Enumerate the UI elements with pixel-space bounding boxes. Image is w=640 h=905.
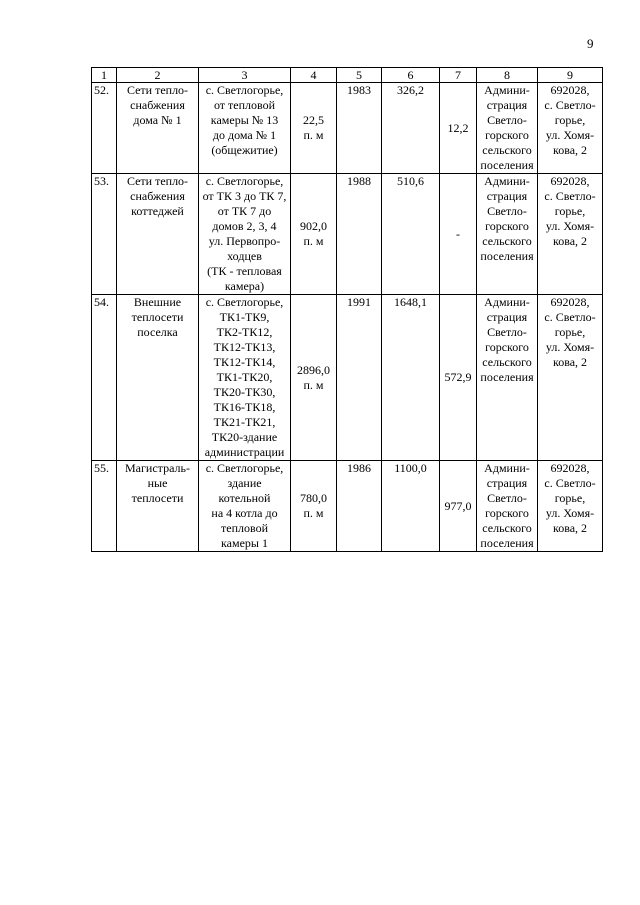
cell-line: ТК12-ТК13, xyxy=(213,340,276,354)
cell-line: горье, xyxy=(554,204,586,218)
cell-line: снабжения xyxy=(130,189,185,203)
cell-line: ул. Хомя- xyxy=(545,340,595,354)
cell-line: Светло- xyxy=(487,113,527,127)
header-cell: 7 xyxy=(440,68,477,83)
cell-line: страция xyxy=(486,310,528,324)
cell-line: страция xyxy=(486,476,528,490)
address-cell xyxy=(538,174,603,295)
cell-line: (ТК - тепловая xyxy=(207,264,282,278)
cell-line: п. м xyxy=(303,377,324,392)
cell-line: 780,0 xyxy=(300,491,327,505)
length-cell xyxy=(291,295,337,461)
location-cell xyxy=(199,83,291,174)
address-cell xyxy=(538,295,603,461)
cell-line: (общежитие) xyxy=(211,143,278,157)
cell-line: поселения xyxy=(480,249,534,263)
cell-line: с. Светло- xyxy=(544,189,596,203)
cell-line: кова, 2 xyxy=(552,143,588,157)
cell-line: кова, 2 xyxy=(552,355,588,369)
table-row xyxy=(92,461,603,552)
cell-line: с. Светло- xyxy=(544,310,596,324)
cell-line: камеры 1 xyxy=(221,536,268,550)
holder-cell xyxy=(477,83,538,174)
address-cell xyxy=(538,83,603,174)
cell-line: сельского xyxy=(482,521,532,535)
year-cell: 1986 xyxy=(337,461,382,552)
cell-line: ул. Первопро- xyxy=(208,234,281,248)
cell-line: с. Светлогорье, xyxy=(205,83,284,97)
cell-line: ТК2-ТК12, xyxy=(216,325,273,339)
cell-line: домов 2, 3, 4 xyxy=(212,219,277,233)
table-row xyxy=(92,295,603,461)
cell-line: поселения xyxy=(480,536,534,550)
cell-line: кова, 2 xyxy=(552,234,588,248)
length-cell xyxy=(291,461,337,552)
row-number-cell: 55. xyxy=(92,461,117,552)
object-name-cell xyxy=(117,461,199,552)
length-cell xyxy=(291,83,337,174)
book-value-cell: 510,6 xyxy=(382,174,440,295)
cell-line: теплосети xyxy=(131,491,184,505)
cell-line: ходцев xyxy=(227,249,262,263)
cell-line: Светло- xyxy=(487,204,527,218)
book-value-cell: 326,2 xyxy=(382,83,440,174)
cell-line: сельского xyxy=(482,143,532,157)
cell-line: сельского xyxy=(482,234,532,248)
cell-line: до дома № 1 xyxy=(212,128,277,142)
cell-line: ТК21-ТК21, xyxy=(213,415,276,429)
cell-line: ТК20-ТК30, xyxy=(213,385,276,399)
year-cell: 1988 xyxy=(337,174,382,295)
cell-line: 692028, xyxy=(550,461,590,475)
cell-line: Сети тепло- xyxy=(126,83,189,97)
cell-line: Админи- xyxy=(484,83,530,97)
cell-line: поселения xyxy=(480,370,534,384)
cell-line: камера) xyxy=(224,279,265,293)
cell-line: дома № 1 xyxy=(133,113,182,127)
header-cell: 3 xyxy=(199,68,291,83)
cell-line: на 4 котла до xyxy=(211,506,278,520)
cell-line: горье, xyxy=(554,113,586,127)
cell-line: п. м xyxy=(303,128,324,142)
header-cell: 1 xyxy=(92,68,117,83)
row-number-cell: 52. xyxy=(92,83,117,174)
cell-line: п. м xyxy=(303,506,324,520)
cell-line: Магистраль- xyxy=(125,461,190,475)
cell-line: от ТК 7 до xyxy=(217,204,272,218)
header-cell: 4 xyxy=(291,68,337,83)
cell-line: Админи- xyxy=(484,295,530,309)
cell-line: ТК20-здание xyxy=(211,430,278,444)
residual-value-cell: 12,2 xyxy=(440,83,477,174)
cell-line: котельной xyxy=(218,491,271,505)
location-cell xyxy=(199,174,291,295)
cell-line: 902,0 xyxy=(300,219,327,233)
book-value-cell: 1648,1 xyxy=(382,295,440,461)
cell-line: ТК1-ТК20, xyxy=(216,370,273,384)
object-name-cell xyxy=(117,174,199,295)
cell-line: ТК16-ТК18, xyxy=(213,400,276,414)
residual-value-cell: 977,0 xyxy=(440,461,477,552)
cell-line: 2896,0 xyxy=(297,362,330,377)
cell-line: поселка xyxy=(137,325,178,339)
cell-line: страция xyxy=(486,98,528,112)
header-cell: 2 xyxy=(117,68,199,83)
heat-network-registry-table xyxy=(91,67,603,552)
header-cell: 6 xyxy=(382,68,440,83)
cell-line: п. м xyxy=(303,234,324,248)
cell-line: горье, xyxy=(554,491,586,505)
cell-line: теплосети xyxy=(131,310,184,324)
cell-line: камеры № 13 xyxy=(210,113,279,127)
cell-line: Светло- xyxy=(487,491,527,505)
cell-line: ул. Хомя- xyxy=(545,219,595,233)
cell-line: кова, 2 xyxy=(552,521,588,535)
cell-line: ТК12-ТК14, xyxy=(213,355,276,369)
cell-line: от тепловой xyxy=(213,98,276,112)
cell-line: сельского xyxy=(482,355,532,369)
address-cell xyxy=(538,461,603,552)
cell-line: 692028, xyxy=(550,83,590,97)
year-cell: 1991 xyxy=(337,295,382,461)
cell-line: поселения xyxy=(480,158,534,172)
cell-line: с. Светлогорье, xyxy=(205,174,284,188)
header-cell: 8 xyxy=(477,68,538,83)
header-cell: 9 xyxy=(538,68,603,83)
cell-line: от ТК 3 до ТК 7, xyxy=(202,189,287,203)
page-number: 9 xyxy=(587,36,594,51)
cell-line: с. Светло- xyxy=(544,476,596,490)
location-cell xyxy=(199,295,291,461)
cell-line: горского xyxy=(485,340,529,354)
cell-line: Сети тепло- xyxy=(126,174,189,188)
cell-line: тепловой xyxy=(221,521,268,535)
holder-cell xyxy=(477,461,538,552)
cell-line: Светло- xyxy=(487,325,527,339)
cell-line: страция xyxy=(486,189,528,203)
table-row xyxy=(92,174,603,295)
row-number-cell: 53. xyxy=(92,174,117,295)
year-cell: 1983 xyxy=(337,83,382,174)
cell-line: с. Светло- xyxy=(544,98,596,112)
book-value-cell: 1100,0 xyxy=(382,461,440,552)
cell-line: горского xyxy=(485,219,529,233)
cell-line: администрации xyxy=(204,445,285,459)
column-number-row xyxy=(92,68,603,83)
cell-line: ул. Хомя- xyxy=(545,506,595,520)
cell-line: 692028, xyxy=(550,295,590,309)
cell-line: Внешние xyxy=(133,295,182,309)
cell-line: Админи- xyxy=(484,461,530,475)
table-row xyxy=(92,83,603,174)
cell-line: Админи- xyxy=(484,174,530,188)
object-name-cell xyxy=(117,295,199,461)
residual-value-cell: 572,9 xyxy=(440,295,477,461)
header-cell: 5 xyxy=(337,68,382,83)
length-cell xyxy=(291,174,337,295)
cell-line: здание xyxy=(227,476,262,490)
cell-line: ул. Хомя- xyxy=(545,128,595,142)
cell-line: коттеджей xyxy=(131,204,184,218)
cell-line: с. Светлогорье, xyxy=(205,295,284,309)
cell-line: горского xyxy=(485,128,529,142)
holder-cell xyxy=(477,295,538,461)
cell-line: горского xyxy=(485,506,529,520)
object-name-cell xyxy=(117,83,199,174)
row-number-cell: 54. xyxy=(92,295,117,461)
cell-line: с. Светлогорье, xyxy=(205,461,284,475)
cell-line: ные xyxy=(147,476,168,490)
cell-line: снабжения xyxy=(130,98,185,112)
cell-line: горье, xyxy=(554,325,586,339)
location-cell xyxy=(199,461,291,552)
holder-cell xyxy=(477,174,538,295)
cell-line: ТК1-ТК9, xyxy=(219,310,270,324)
residual-value-cell: - xyxy=(440,174,477,295)
cell-line: 692028, xyxy=(550,174,590,188)
cell-line: 22,5 xyxy=(303,113,324,127)
